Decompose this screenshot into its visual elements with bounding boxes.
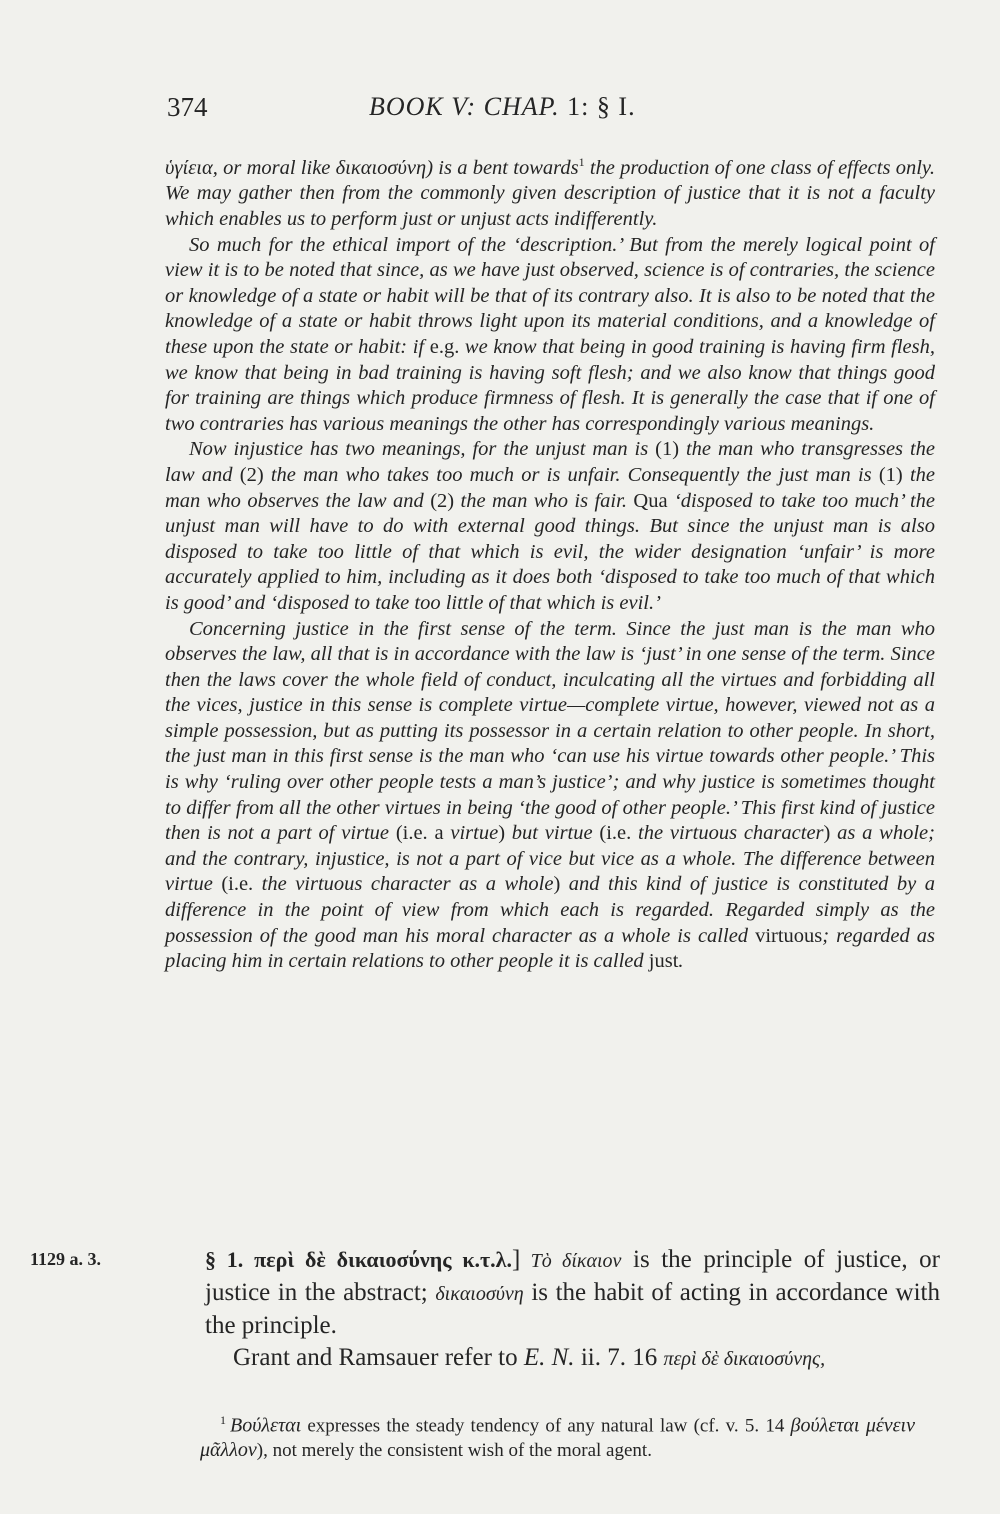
- heading-chapter: 1: §: [559, 92, 619, 121]
- paragraph-3-text-e: the man who is fair.: [454, 489, 634, 512]
- commentary-paragraph-2: [205, 1342, 940, 1375]
- paraphrase-paragraph-3: [165, 437, 935, 616]
- commentary-text-2: is the habit of acting in accordance with the principle.: [205, 1279, 940, 1339]
- footnote-greek-1: Βούλεται: [230, 1414, 302, 1437]
- heading-section: I.: [618, 92, 636, 121]
- paragraph-4-text-c: but virtue: [505, 822, 600, 845]
- greek-dikaiosyne: δικαιοσύνη: [435, 1283, 524, 1305]
- footnote-marker: 1: [220, 1413, 226, 1427]
- enumeration-1: (1): [655, 438, 680, 461]
- greek-to-dikaion: Τὸ δίκαιον: [520, 1250, 622, 1272]
- paragraph-3-text-a: Now injustice has two meanings, for the unjust man is: [189, 438, 656, 461]
- greek-peri-de: περὶ δὲ δικαιοσύνης,: [663, 1348, 826, 1370]
- paragraph-3-text-b: the man who transgresses the law and: [165, 438, 935, 486]
- commentary-text-3: Grant and Ramsauer refer to: [233, 1344, 524, 1371]
- commentary-text-3b: ii. 7. 16: [574, 1344, 664, 1371]
- footnote-greek-2: βούλεται μένειν μᾶλλον: [200, 1414, 915, 1462]
- word-just: just: [648, 950, 679, 973]
- chapter-heading: [369, 92, 636, 122]
- abbreviation-ie-2: (i.e.: [599, 822, 632, 845]
- footnote: [200, 1408, 915, 1463]
- paragraph-4-text-b: virtue: [443, 822, 499, 845]
- abbreviation-ie-3: (i.e.: [221, 873, 254, 896]
- paragraph-4-text-a: Concerning justice in the first sense of the term. Since the just man is the man who observes the law, all that is in accordance with the law is ‘just’ in one sense of the term. Since then the laws cover the whole field of conduct, inculcating all the virtues and forbidding all the vices, justice in this sense is complete virtue—complete virtue, however, viewed not as a simple possession, but as putting its possessor in a certain relation to other people. In short, the just man in this first sense is the man who ‘can use his virtue towards other people.’ This is why ‘ruling over other people tests a man’s justice’; and why justice is sometimes thought to differ from all the other virtues in being ‘the good of other people.’ This first kind of justice then is not a part of virtue: [165, 617, 935, 845]
- paragraph-4-text-f: the virtuous character as a whole: [253, 873, 554, 896]
- abbreviation-eg: e.g.: [429, 335, 460, 358]
- footnote-reference: 1: [578, 155, 585, 169]
- commentary-text-1: is the principle of justice, or justice in the abstract;: [205, 1246, 941, 1306]
- paragraph-1-text-a: ὑγίεια, or moral like δικαιοσύνη) is a bent towards: [165, 156, 579, 179]
- lemma-greek: περὶ δὲ δικαιοσύνης κ.τ.λ.: [243, 1247, 512, 1272]
- word-qua: Qua: [633, 489, 668, 512]
- paren-close-2: ): [823, 822, 831, 845]
- paragraph-4-text-h: ; regarded as placing him in certain relations to other people it is called: [165, 924, 936, 973]
- paren-close-1: ): [498, 822, 506, 845]
- heading-book: BOOK V: CHAP.: [369, 92, 560, 121]
- commentary-paragraph-1: [205, 1244, 940, 1341]
- enumeration-2: (2): [239, 463, 264, 486]
- marginal-reference: 1129 a. 3.: [30, 1249, 102, 1269]
- paraphrase-paragraph-1: [165, 150, 935, 233]
- paraphrase-paragraph-4: [165, 617, 935, 975]
- paragraph-4-text-e: as a whole; and the contrary, injustice, is not a part of vice but vice as a whole. The difference between virtue: [165, 822, 935, 896]
- paragraph-3-text-f: ‘disposed to take too much’ the unjust man will have to do with external good things. But since the unjust man is also disposed to take too little of that which is evil, the wider designation ‘unfair’ is more accurately applied to him, including as it does both ‘disposed to take too much of that which is good’ and ‘disposed to take too little of that which is evil.’: [165, 489, 935, 614]
- enumeration-3: (1): [878, 463, 903, 486]
- running-head: [163, 92, 773, 132]
- paragraph-4-end: .: [678, 950, 684, 973]
- lemma-bracket: ]: [511, 1246, 521, 1273]
- paragraph-4-text-g: and this kind of justice is constituted by a difference in the point of view from which each is regarded. Regarded simply as the possession of the good man his moral character as a whole is called: [165, 873, 935, 947]
- section-mark: § 1.: [205, 1247, 244, 1272]
- paragraph-4-text-d: the virtuous character: [631, 822, 824, 845]
- footnote-text-2: ), not merely the consistent wish of the moral agent.: [256, 1440, 652, 1462]
- abbreviation-ie-1: (i.e. a: [395, 822, 444, 845]
- paragraph-1-text-b: the production of one class of effects only. We may gather then from the commonly given description of justice that it is not a faculty which enables us to perform just or unjust acts indifferently.: [165, 156, 935, 231]
- paren-close-3: ): [553, 873, 561, 896]
- paraphrase-paragraph-2: [165, 233, 935, 438]
- paragraph-2-text-b: we know that being in good training is having firm flesh, we know that being in bad training is having soft flesh; and we also know that things good for training are things which produce firmness of flesh. It is generally the case that if one of two contraries has various meanings the other has correspondingly various meanings.: [165, 335, 935, 435]
- paraphrase-block: [165, 150, 935, 975]
- paragraph-2-text-a: So much for the ethical import of the ‘description.’ But from the merely logical point of view it is to be noted that since, as we have just observed, science is of contraries, the science or knowledge of a state or habit will be that of its contrary also. It is also to be noted that the knowledge of a state or habit throws light upon its material conditions, and a knowledge of these upon the state or habit: if: [165, 233, 935, 358]
- footnote-text-1: expresses the steady tendency of any natural law (cf. v. 5. 14: [301, 1415, 791, 1437]
- enumeration-4: (2): [430, 489, 455, 512]
- reference-en: E. N.: [523, 1344, 575, 1371]
- word-virtuous: virtuous: [755, 924, 823, 947]
- page-number: 374: [167, 92, 208, 122]
- paragraph-3-text-c: the man who takes too much or is unfair. Consequently the just man is: [263, 463, 879, 486]
- footnote-paragraph: [200, 1408, 915, 1463]
- commentary-text: [205, 1244, 940, 1375]
- paragraph-3-text-d: the man who observes the law and: [165, 463, 935, 512]
